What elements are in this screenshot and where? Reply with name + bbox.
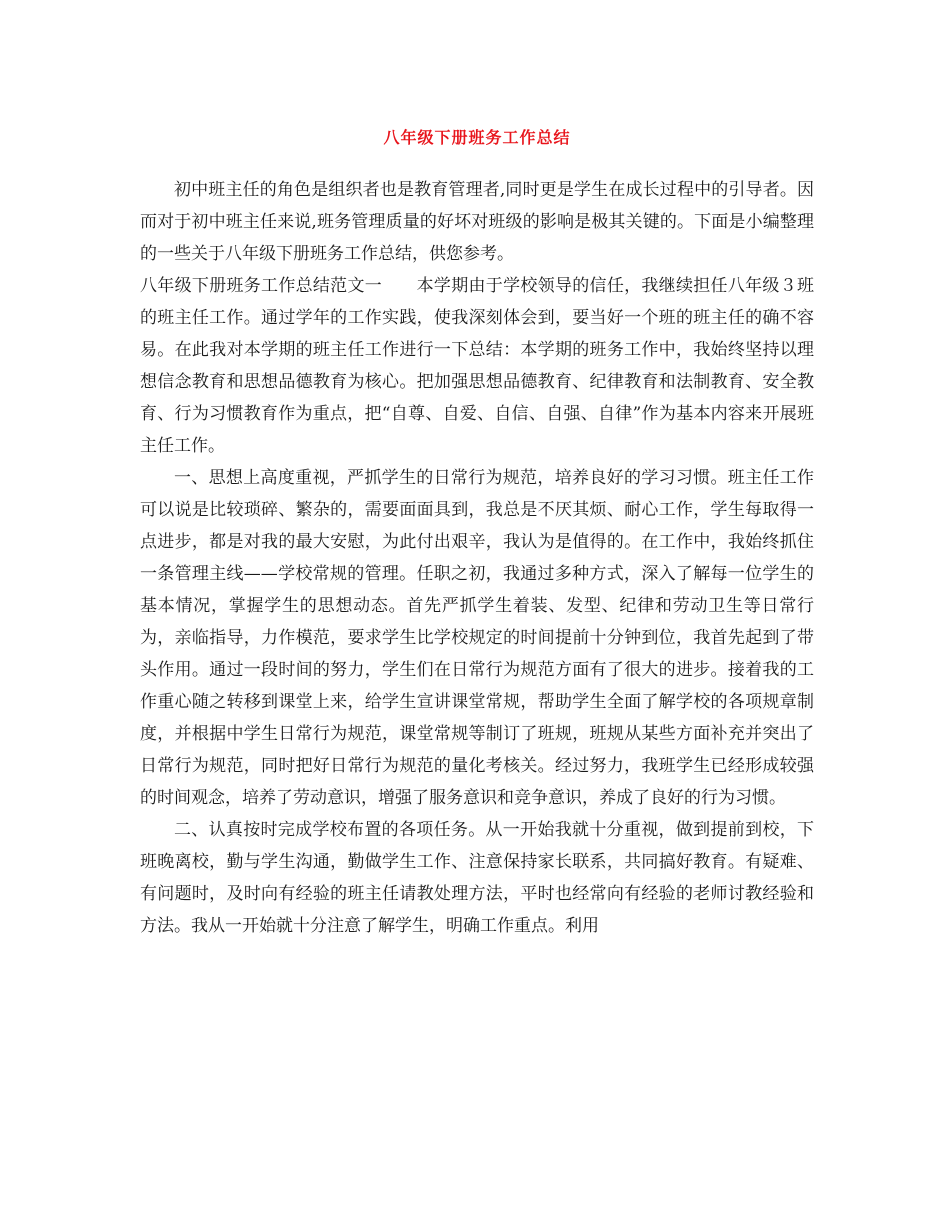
document-title: 八年级下册班务工作总结 <box>383 128 571 147</box>
paragraph-intro: 初中班主任的角色是组织者也是教育管理者,同时更是学生在成长过程中的引导者。因而对于初中班主任来说,班务管理质量的好坏对班级的影响是极其关键的。下面是小编整理的一些关于八年级下册班务工作总结，供您参考。 <box>140 180 814 264</box>
paragraph-section-one: 一、思想上高度重视，严抓学生的日常行为规范，培养良好的学习习惯。班主任工作可以说是比较琐碎、繁杂的，需要面面具到，我总是不厌其烦、耐心工作，学生每取得一点进步，都是对我的最大安慰，为此付出艰辛，我认为是值得的。在工作中，我始终抓住一条管理主线——学校常规的管理。任职之初，我通过多种方式，深入了解每一位学生的基本情况，掌握学生的思想动态。首先严抓学生着装、发型、纪律和劳动卫生等日常行为，亲临指导，力作模范，要求学生比学校规定的时间提前十分钟到位，我首先起到了带头作用。通过一段时间的努力，学生们在日常行为规范方面有了很大的进步。接着我的工作重心随之转移到课堂上来，给学生宣讲课堂常规，帮助学生全面了解学校的各项规章制度，并根据中学生日常行为规范，课堂常规等制订了班规，班规从某些方面补充并突出了日常行为规范，同时把好日常行为规范的量化考核关。经过努力，我班学生已经形成较强的时间观念，培养了劳动意识，增强了服务意识和竞争意识，养成了良好的行为习惯。 <box>140 468 814 808</box>
paragraph-section-two: 二、认真按时完成学校布置的各项任务。从一开始我就十分重视，做到提前到校，下班晚离校，勤与学生沟通，勤做学生工作、注意保持家长联系，共同搞好教育。有疑难、有问题时，及时向有经验的班主任请教处理方法，平时也经常向有经验的老师讨教经验和方法。我从一开始就十分注意了解学生，明确工作重点。利用 <box>140 820 814 936</box>
paragraph-sample-one: 八年级下册班务工作总结范文一 本学期由于学校领导的信任，我继续担任八年级３班的班主任工作。通过学年的工作实践，使我深刻体会到，要当好一个班的班主任的确不容易。在此我对本学期的班主任工作进行一下总结：本学期的班务工作中，我始终坚持以理想信念教育和思想品德教育为核心。把加强思想品德教育、纪律教育和法制教育、安全教育、行为习惯教育作为重点，把“自尊、自爱、自信、自强、自律”作为基本内容来开展班主任工作。 <box>140 276 814 456</box>
